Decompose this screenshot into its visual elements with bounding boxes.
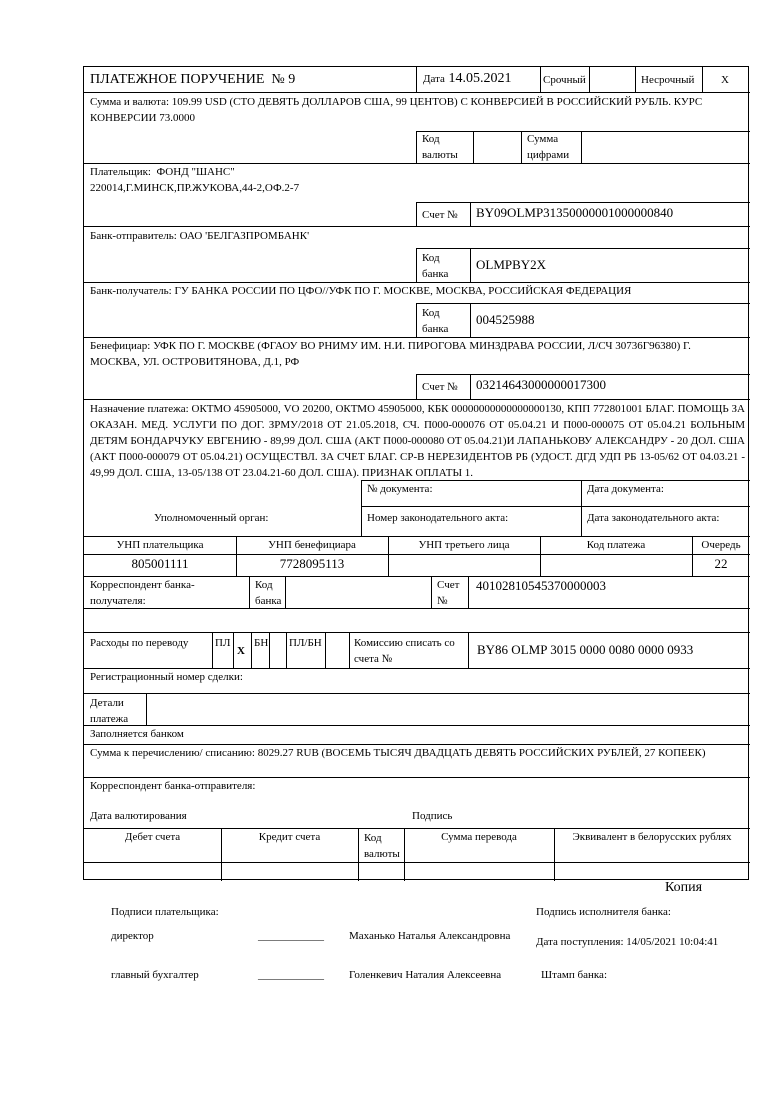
sender-bank-code: OLMPBY2X	[476, 257, 547, 272]
recipient-bank: Банк-получатель: ГУ БАНКА РОССИИ ПО ЦФО//УФК ПО Г. МОСКВЕ, МОСКВА, РОССИЙСКАЯ ФЕДЕРАЦИЯ	[90, 285, 632, 297]
law-date-label: Дата законодательного акта:	[587, 512, 720, 524]
payer-account: BY09OLMP31350000001000000840	[476, 205, 674, 220]
payer-address: 220014,Г.МИНСК,ПР.ЖУКОВА,44-2,ОФ.2-7	[90, 182, 300, 194]
payer-name: Плательщик: ФОНД "ШАНС"	[90, 166, 235, 178]
correspondent-account-label: Счет №	[437, 579, 460, 607]
doc-date-label: Дата документа:	[587, 483, 664, 495]
byr-equivalent-header: Эквивалент в белорусских рублях	[572, 831, 732, 843]
bank-filled-label: Заполняется банком	[90, 728, 184, 740]
value-date-label: Дата валютирования	[90, 810, 187, 822]
urgent-label: Срочный	[543, 74, 586, 86]
director-signature-line: ____________	[258, 930, 324, 942]
director-name: Маханько Наталья Александровна	[349, 930, 511, 942]
payer-unp-label: УНП плательщика	[116, 539, 204, 551]
nonurgent-mark: X	[721, 74, 729, 86]
correspondent-label: Корреспондент банка-получателя:	[90, 579, 195, 607]
stamp-label: Штамп банка:	[541, 969, 607, 981]
recipient-bank-code-label: Код банка	[422, 307, 449, 335]
director-label: директор	[111, 930, 154, 942]
beneficiary-unp: 7728095113	[279, 556, 345, 571]
form-title: ПЛАТЕЖНОЕ ПОРУЧЕНИЕ № 9	[90, 72, 296, 87]
accountant-name: Голенкевич Наталия Алексеевна	[349, 969, 502, 981]
doc-number-label: № документа:	[367, 483, 433, 495]
fee-option-bn: БН	[254, 637, 269, 649]
sender-bank-code-label: Код банка	[422, 252, 449, 280]
recipient-bank-code: 004525988	[476, 312, 535, 327]
details-label: Детали платежа	[90, 697, 129, 725]
law-number-label: Номер законодательного акта:	[367, 512, 509, 524]
bank-signature-label: Подпись исполнителя банка:	[536, 906, 671, 918]
amount-digits-label: Сумма цифрами	[527, 133, 570, 161]
nonurgent-label: Несрочный	[641, 74, 695, 86]
transfer-amount: Сумма к перечислению/ списанию: 8029.27 RUB (ВОСЕМЬ ТЫСЯЧ ДВАДЦАТЬ ДЕВЯТЬ РОССИЙСКИХ РУБЛЕЙ, 27 КОПЕЕК)	[90, 747, 706, 759]
correspondent-code-label: Код банка	[255, 579, 282, 607]
fee-option-plbn: ПЛ/БН	[289, 637, 322, 649]
fee-option-pl: ПЛ	[215, 637, 231, 649]
authority-label: Уполномоченный орган:	[154, 512, 269, 524]
correspondent-account: 40102810545370000003	[476, 578, 606, 593]
payment-order-form	[83, 66, 749, 880]
sender-correspondent-label: Корреспондент банка-отправителя:	[90, 780, 256, 792]
accountant-label: главный бухгалтер	[111, 969, 199, 981]
fee-option-pl-mark: X	[237, 645, 245, 657]
payer-unp: 805001111	[131, 556, 189, 571]
amount-currency-text: Сумма и валюта: 109.99 USD (СТО ДЕВЯТЬ ДОЛЛАРОВ США, 99 ЦЕНТОВ) С КОНВЕРСИЕЙ В РОССИЙСКИЙ РУБЛЬ. КУРС КОНВЕРСИИ 73.0000	[90, 96, 703, 124]
beneficiary-account: 03214643000000017300	[476, 377, 606, 392]
sender-bank: Банк-отправитель: ОАО 'БЕЛГАЗПРОМБАНК'	[90, 230, 310, 242]
copy-label: Копия	[665, 880, 703, 895]
currency-code-header: Код валюты	[364, 832, 400, 860]
accountant-signature-line: ____________	[258, 969, 324, 981]
payer-account-label: Счет №	[422, 209, 458, 221]
payment-code-label: Код платежа	[586, 539, 646, 551]
order-date: Дата 14.05.2021	[423, 71, 512, 86]
received-timestamp: Дата поступления: 14/05/2021 10:04:41	[536, 936, 719, 948]
priority-value: 22	[714, 556, 728, 571]
third-party-unp-label: УНП третьего лица	[418, 539, 510, 551]
credit-header: Кредит счета	[258, 831, 321, 843]
beneficiary-account-label: Счет №	[422, 381, 458, 393]
currency-code-label: Код валюты	[422, 133, 458, 161]
debit-header: Дебет счета	[124, 831, 181, 843]
signature-label: Подпись	[412, 810, 453, 822]
priority-label: Очередь	[701, 539, 741, 551]
beneficiary-text: Бенефициар: УФК ПО Г. МОСКВЕ (ФГАОУ ВО РНИМУ ИМ. Н.И. ПИРОГОВА МИНЗДРАВА РОССИИ, Л/СЧ 30736Г96380) Г. МОСКВА, УЛ. ОСТРОВИТЯНОВА, Д.1, РФ	[90, 340, 691, 368]
transfer-sum-header: Сумма перевода	[441, 831, 517, 843]
payment-purpose: Назначение платежа: ОКТМО 45905000, VO 20200, ОКТМО 45905000, КБК 00000000000000000130, КПП 772801001 БЛАГ. ПОМОЩЬ ЗА ОКАЗАН. МЕД. УСЛУГИ ПО ДОГ. ЗРМУ/2018 ОТ 21.05.2018, СЧ. П000-000076 ОТ 05.04.21 И П000-000075 ОТ 05.04.21 БОЛЬНЫМ ДЕТЯМ БОНДАРЧУКУ ЕВГЕНИЮ - 89,99 ДОЛ. США (АКТ П000-000080 ОТ 05.04.21)И ЛАПАНЬКОВУ АЛЕКСАНДРУ - 20 ДОЛ. США (АКТ П000-000079 ОТ 05.04.21) ОСУЩЕСТВЛ. ЗА СЧЕТ БЛАГ. СР-В НЕРЕЗИДЕНТОВ РБ (УДОСТ. ДГД УДП РБ 13-05/62 ОТ 04.03.21 - 49,99 ДОЛ. США, 13-05/138 ОТ 23.04.21-60 ДОЛ. США). ПРИЗНАК ОПЛАТЫ 1.	[90, 403, 745, 479]
fees-label: Расходы по переводу	[90, 637, 189, 649]
commission-label: Комиссию списать со счета №	[354, 637, 455, 665]
commission-account: BY86 OLMP 3015 0000 0080 0000 0933	[477, 642, 694, 657]
beneficiary-unp-label: УНП бенефициара	[268, 539, 356, 551]
deal-registration-label: Регистрационный номер сделки:	[90, 671, 243, 683]
payer-signatures-label: Подписи плательщика:	[111, 906, 219, 918]
